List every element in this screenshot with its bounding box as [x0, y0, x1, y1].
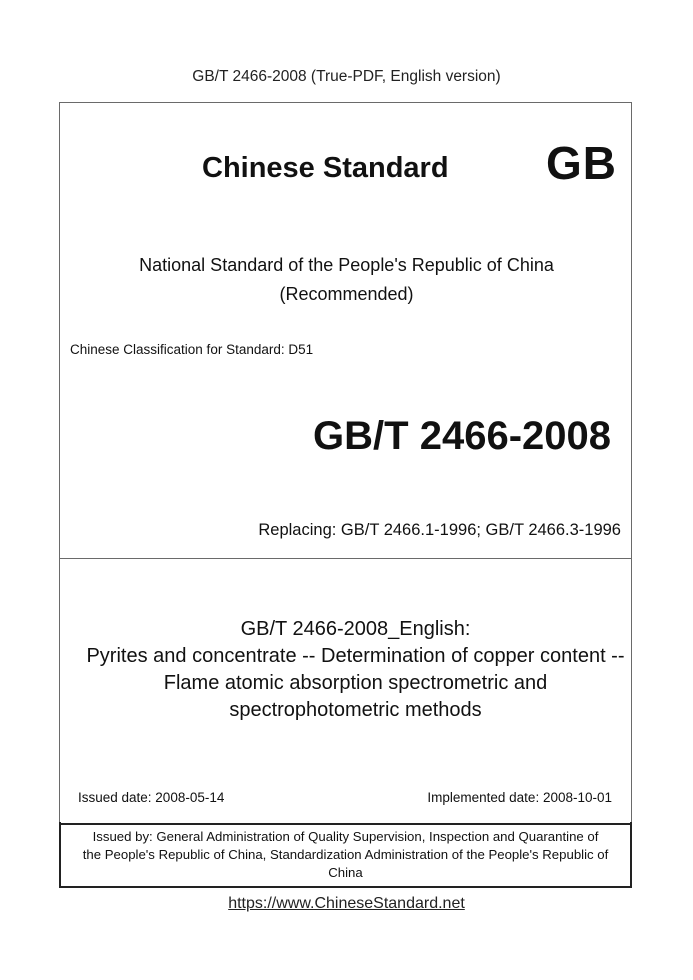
document-header: GB/T 2466-2008 (True-PDF, English version) [192, 68, 501, 85]
national-standard-block [0, 251, 693, 309]
national-line-2: (Recommended) [279, 284, 414, 304]
standard-title: Chinese Standard [202, 152, 449, 184]
implemented-date: Implemented date: 2008-10-01 [427, 790, 612, 805]
issued-by-line: China [328, 865, 363, 880]
issued-by-line: Issued by: General Administration of Quality Supervision, Inspection and Quarantine of [92, 829, 599, 844]
document-title-line: spectrophotometric methods [229, 699, 482, 721]
issued-by-block [59, 828, 632, 882]
issued-by-line: the People's Republic of China, Standardization Administration of the People's Republic of [82, 847, 609, 862]
classification-label: Chinese Classification for Standard: D51 [70, 342, 314, 357]
standard-number: GB/T 2466-2008 [313, 414, 611, 458]
national-line-1: National Standard of the People's Republic of China [139, 255, 554, 275]
issued-date: Issued date: 2008-05-14 [78, 790, 225, 805]
gb-mark: GB [546, 137, 617, 189]
frame-bottom-border [59, 886, 632, 888]
section-divider [60, 558, 631, 559]
replacing-label: Replacing: GB/T 2466.1-1996; GB/T 2466.3-1996 [258, 521, 621, 539]
document-title-line: GB/T 2466-2008_English: [240, 618, 471, 640]
issuer-divider [60, 823, 631, 825]
document-title-line: Flame atomic absorption spectrometric and [163, 672, 548, 694]
cover-frame [59, 102, 632, 888]
document-title-line: Pyrites and concentrate -- Determination of copper content -- [86, 645, 625, 667]
document-title [59, 616, 652, 724]
website-link[interactable]: https://www.ChineseStandard.net [228, 895, 465, 912]
